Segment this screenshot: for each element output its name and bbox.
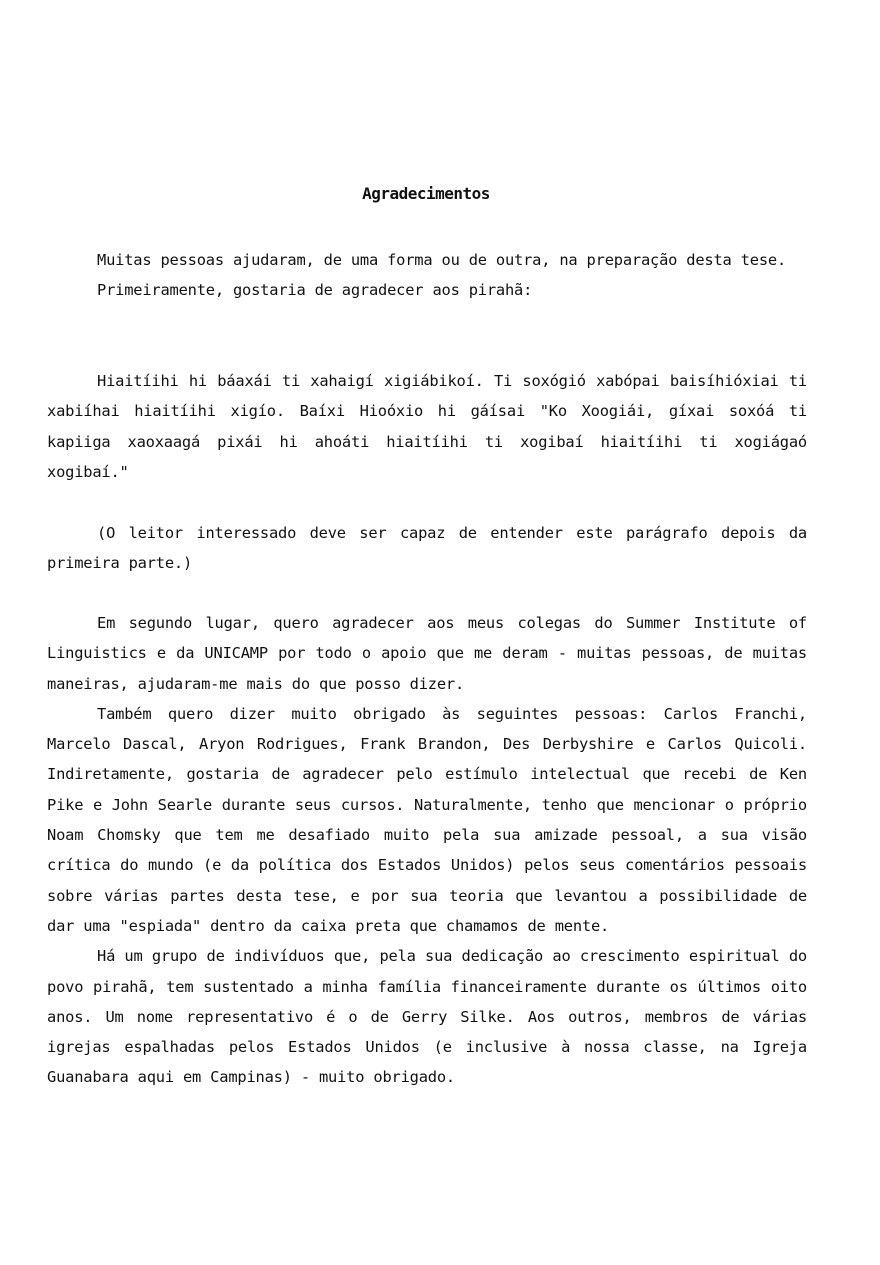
page-title: Agradecimentos	[362, 184, 490, 203]
paragraph: Também quero dizer muito obrigado às seguintes pessoas: Carlos Franchi, Marcelo Dascal, Aryon Rodrigues, Frank Brandon, Des Derbyshire e Carlos Quicoli. Indiretamente, gostaria de agradecer pelo estímulo intelectual que recebi de Ken Pike e John Searle durante seus cursos. Naturalmente, tenho que mencionar o próprio Noam Chomsky que tem me desafiado muito pela sua amizade pessoal, a sua visão crítica do mundo (e da política dos Estados Unidos) pelos seus comentários pessoais sobre várias partes desta tese, e por sua teoria que levantou a possibilidade de dar uma "espiada" dentro da caixa preta que chamamos de mente.	[47, 704, 807, 935]
paragraph: Hiaitíihi hi báaxái ti xahaigí xigiábikoí. Ti soxógió xabópai baisíhióxiai ti xabiíhai hiaitíihi xigío. Baíxi Hioóxio hi gáísai "Ko Xoogiái, gíxai soxóá ti kapiiga xaoxaagá pixái hi ahoáti hiaitíihi ti xogibaí hiaitíihi ti xogiágaó xogibaí."	[47, 372, 807, 481]
paragraph: (O leitor interessado deve ser capaz de entender este parágrafo depois da primeira parte.)	[47, 524, 807, 573]
paragraph: Há um grupo de indivíduos que, pela sua dedicação ao crescimento espiritual do povo pirahã, tem sustentado a minha família financeiramente durante os últimos oito anos. Um nome representativo é o de Gerry Silke. Aos outros, membros de várias igrejas espalhadas pelos Estados Unidos (e inclusive à nossa classe, na Igreja Guanabara aqui em Campinas) - muito obrigado.	[47, 947, 807, 1087]
intro-block	[47, 245, 807, 306]
thanks-block	[47, 608, 807, 1093]
paragraph: Muitas pessoas ajudaram, de uma forma ou de outra, na preparação desta tese.	[97, 251, 787, 269]
paragraph: Em segundo lugar, quero agradecer aos meus colegas do Summer Institute of Linguistics e da UNICAMP por todo o apoio que me deram - muitas pessoas, de muitas maneiras, ajudaram-me mais do que posso dizer.	[47, 614, 807, 693]
note-block	[47, 518, 807, 579]
piraha-block	[47, 366, 807, 487]
paragraph: Primeiramente, gostaria de agradecer aos pirahã:	[97, 281, 533, 300]
